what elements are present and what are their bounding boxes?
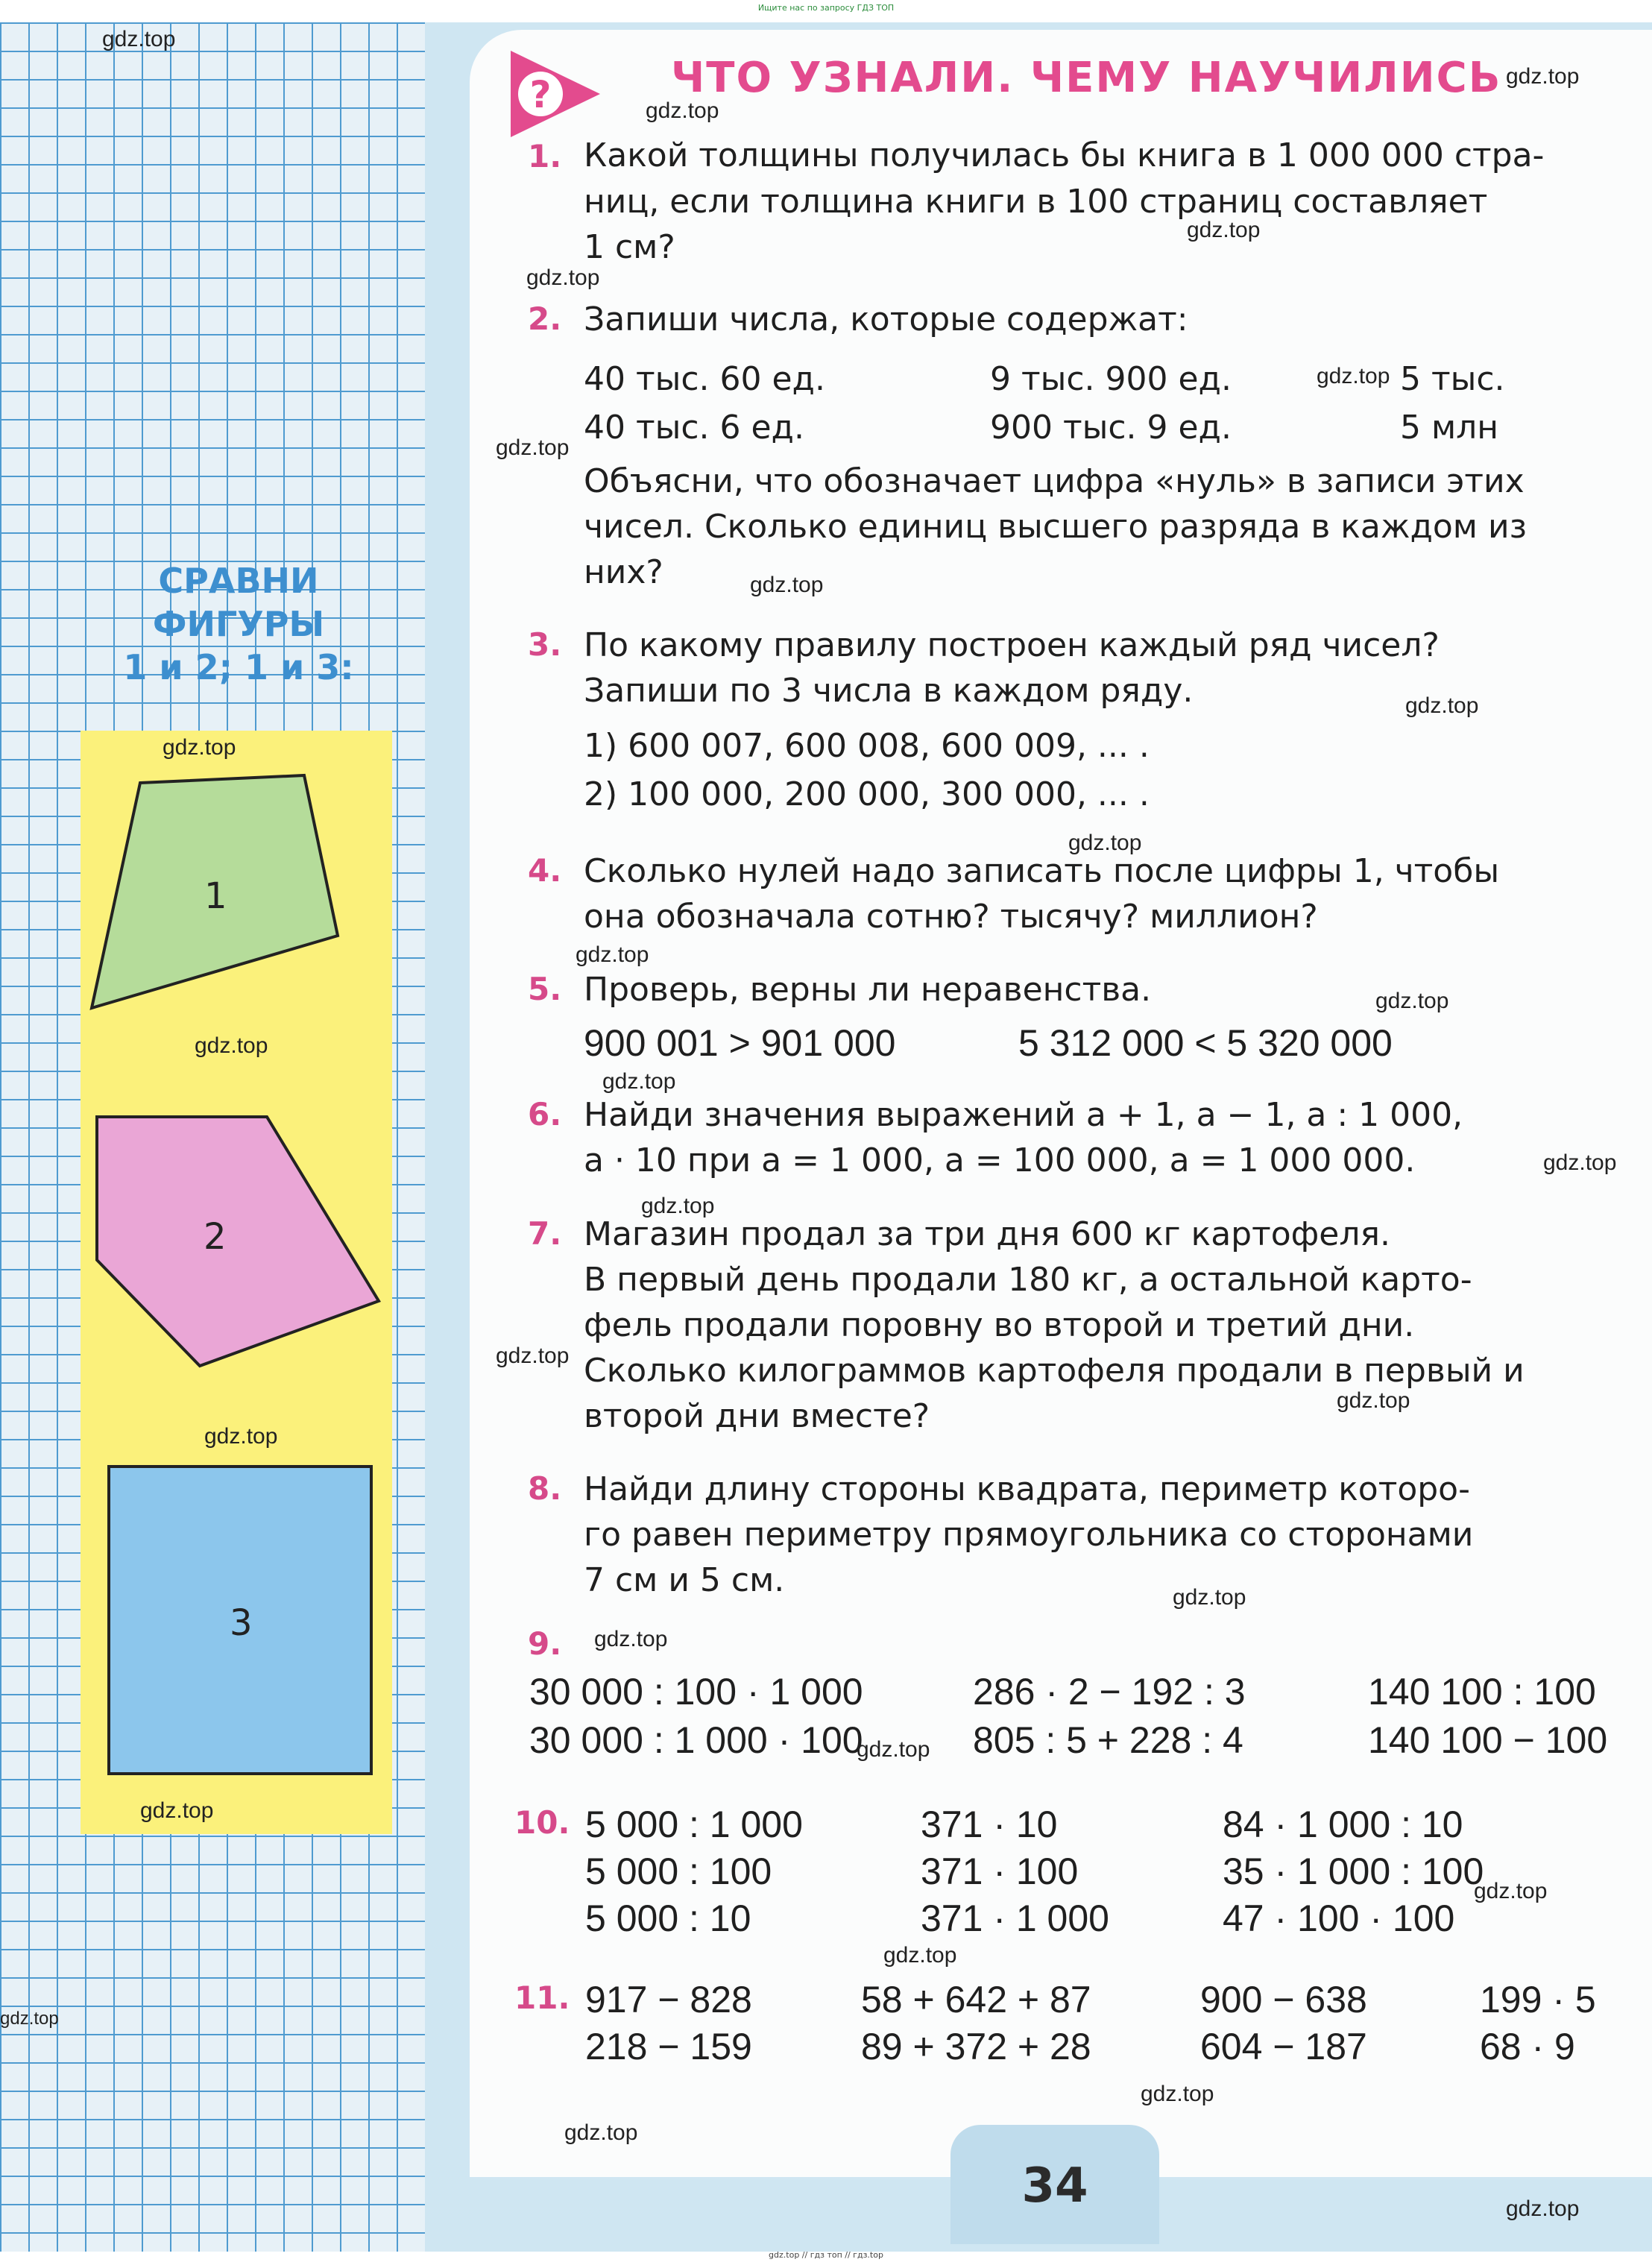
task-11-expr: 604 − 187 — [1200, 2026, 1367, 2067]
watermark: gdz.top — [576, 942, 649, 967]
task-9-number: 9. — [528, 1625, 562, 1662]
task-8-number: 8. — [528, 1470, 562, 1507]
watermark: gdz.top — [1506, 2196, 1580, 2221]
task-8-line: Найди длину стороны квадрата, периметр которо- — [584, 1470, 1470, 1508]
sidebar-title-line1: СРАВНИ — [158, 561, 319, 601]
task-2-item: 40 тыс. 6 ед. — [584, 409, 804, 447]
watermark: gdz.top — [1375, 989, 1449, 1013]
task-10-expr: 371 · 10 — [921, 1804, 1058, 1845]
sidebar-title-line3: 1 и 2; 1 и 3: — [123, 647, 354, 687]
task-10-expr: 35 · 1 000 : 100 — [1223, 1850, 1484, 1892]
figure-2 — [81, 1103, 394, 1387]
task-10-expr: 5 000 : 100 — [585, 1850, 772, 1892]
task-2-item: 5 тыс. — [1400, 360, 1505, 398]
watermark: gdz.top — [102, 27, 176, 51]
task-11-expr: 900 − 638 — [1200, 1979, 1367, 2020]
task-2-item: 900 тыс. 9 ед. — [990, 409, 1232, 447]
task-10-expr: 371 · 1 000 — [921, 1897, 1109, 1939]
watermark: gdz.top — [0, 2009, 59, 2029]
task-10-expr: 371 · 100 — [921, 1850, 1079, 1892]
watermark: gdz.top — [496, 1344, 570, 1368]
watermark: gdz.top — [1173, 1585, 1246, 1610]
figure-1-label: 1 — [204, 875, 227, 917]
question-badge-icon — [511, 51, 600, 140]
sidebar-title-line2: ФИГУРЫ — [152, 604, 325, 644]
search-hint: Ищите нас по запросу ГДЗ ТОП — [757, 3, 895, 13]
watermark: gdz.top — [594, 1627, 668, 1651]
task-11-expr: 917 − 828 — [585, 1979, 752, 2020]
task-10-expr: 84 · 1 000 : 10 — [1223, 1804, 1463, 1845]
task-6-line: a · 10 при a = 1 000, a = 100 000, a = 1 000 000. — [584, 1141, 1416, 1179]
watermark: gdz.top — [750, 573, 824, 597]
task-7-line: фель продали поровну во второй и третий дни. — [584, 1306, 1415, 1344]
sidebar-title — [82, 559, 395, 689]
task-5-inequality: 900 001 > 901 000 — [584, 1022, 896, 1064]
watermark: gdz.top — [646, 98, 719, 123]
figure-2-shape — [97, 1117, 379, 1366]
page-number: 34 — [1021, 2158, 1088, 2214]
task-7-line: В первый день продали 180 кг, а остальной карто- — [584, 1261, 1472, 1299]
watermark: gdz.top — [641, 1194, 715, 1218]
task-2-item: 40 тыс. 60 ед. — [584, 360, 825, 398]
watermark: gdz.top — [140, 1798, 214, 1823]
watermark: gdz.top — [883, 1943, 957, 1968]
task-5-inequality: 5 312 000 < 5 320 000 — [1018, 1022, 1393, 1064]
watermark: gdz.top — [526, 265, 600, 290]
task-1-line: Какой толщины получилась бы книга в 1 000 000 стра- — [584, 136, 1545, 174]
task-3-number: 3. — [528, 626, 562, 663]
task-1-number: 1. — [528, 138, 562, 174]
task-3-row: 2) 100 000, 200 000, 300 000, ... . — [584, 775, 1150, 813]
badge-symbol: ? — [529, 73, 552, 116]
task-2-number: 2. — [528, 300, 562, 337]
task-3-line: Запиши по 3 числа в каждом ряду. — [584, 672, 1194, 710]
watermark: gdz.top — [195, 1033, 268, 1058]
footer-watermark: gdz.top // гдз топ // гдз.top — [769, 2250, 883, 2260]
task-2-line: Объясни, что обозначает цифра «нуль» в записи этих — [584, 462, 1525, 500]
watermark: gdz.top — [564, 2120, 638, 2145]
task-10-expr: 5 000 : 10 — [585, 1897, 751, 1939]
page-title: ЧТО УЗНАЛИ. ЧЕМУ НАУЧИЛИСЬ — [671, 54, 1502, 102]
watermark: gdz.top — [163, 735, 236, 760]
watermark: gdz.top — [1187, 218, 1261, 242]
figure-3-label: 3 — [230, 1602, 253, 1644]
task-10-number: 10. — [514, 1804, 570, 1841]
task-11-expr: 58 + 642 + 87 — [861, 1979, 1091, 2020]
task-11-expr: 199 · 5 — [1480, 1979, 1596, 2020]
task-10-expr: 5 000 : 1 000 — [585, 1804, 803, 1845]
task-8-line: го равен периметру прямоугольника со сторонами — [584, 1516, 1474, 1554]
task-1-line: 1 см? — [584, 228, 675, 266]
task-4-line: она обозначала сотню? тысячу? миллион? — [584, 898, 1318, 936]
task-11-expr: 89 + 372 + 28 — [861, 2026, 1091, 2067]
task-9-expr: 805 : 5 + 228 : 4 — [973, 1719, 1243, 1761]
figure-1 — [81, 768, 394, 1021]
watermark: gdz.top — [602, 1069, 676, 1094]
watermark: gdz.top — [1506, 64, 1580, 89]
watermark: gdz.top — [1405, 693, 1479, 718]
watermark: gdz.top — [857, 1737, 930, 1762]
figure-3 — [81, 1458, 394, 1786]
watermark: gdz.top — [1141, 2082, 1214, 2106]
task-2-line: них? — [584, 553, 663, 591]
task-2-intro: Запиши числа, которые содержат: — [584, 300, 1188, 338]
task-7-line: Сколько килограммов картофеля продали в первый и — [584, 1352, 1525, 1390]
task-9-expr: 140 100 − 100 — [1368, 1719, 1608, 1761]
watermark: gdz.top — [496, 435, 570, 460]
task-9-expr: 30 000 : 1 000 · 100 — [529, 1719, 863, 1761]
task-2-item: 9 тыс. 900 ед. — [990, 360, 1232, 398]
task-11-number: 11. — [514, 1979, 570, 2016]
task-7-line: Магазин продал за три дня 600 кг картофеля. — [584, 1215, 1390, 1253]
task-1-line: ниц, если толщина книги в 100 страниц составляет — [584, 183, 1488, 221]
task-7-line: второй дни вместе? — [584, 1397, 930, 1435]
task-11-expr: 218 − 159 — [585, 2026, 752, 2067]
task-9-expr: 30 000 : 100 · 1 000 — [529, 1671, 863, 1713]
task-2-line: чисел. Сколько единиц высшего разряда в каждом из — [584, 508, 1527, 546]
task-8-line: 7 см и 5 см. — [584, 1561, 785, 1599]
task-4-number: 4. — [528, 852, 562, 889]
task-2-item: 5 млн — [1400, 409, 1499, 447]
watermark: gdz.top — [1068, 831, 1142, 855]
watermark: gdz.top — [204, 1424, 278, 1449]
task-3-line: По какому правилу построен каждый ряд чисел? — [584, 626, 1440, 664]
watermark: gdz.top — [1543, 1150, 1617, 1175]
task-9-expr: 140 100 : 100 — [1368, 1671, 1596, 1713]
task-11-expr: 68 · 9 — [1480, 2026, 1575, 2067]
task-6-line: Найди значения выражений a + 1, a − 1, a : 1 000, — [584, 1096, 1463, 1134]
task-5-number: 5. — [528, 971, 562, 1007]
watermark: gdz.top — [1337, 1388, 1410, 1413]
task-5-intro: Проверь, верны ли неравенства. — [584, 971, 1152, 1009]
figure-2-label: 2 — [204, 1216, 227, 1258]
task-4-line: Сколько нулей надо записать после цифры 1, чтобы — [584, 852, 1500, 890]
task-10-expr: 47 · 100 · 100 — [1223, 1897, 1455, 1939]
task-6-number: 6. — [528, 1096, 562, 1133]
watermark: gdz.top — [1474, 1879, 1548, 1903]
task-3-row: 1) 600 007, 600 008, 600 009, ... . — [584, 727, 1150, 765]
task-9-expr: 286 · 2 − 192 : 3 — [973, 1671, 1246, 1713]
task-7-number: 7. — [528, 1215, 562, 1252]
watermark: gdz.top — [1317, 364, 1390, 388]
